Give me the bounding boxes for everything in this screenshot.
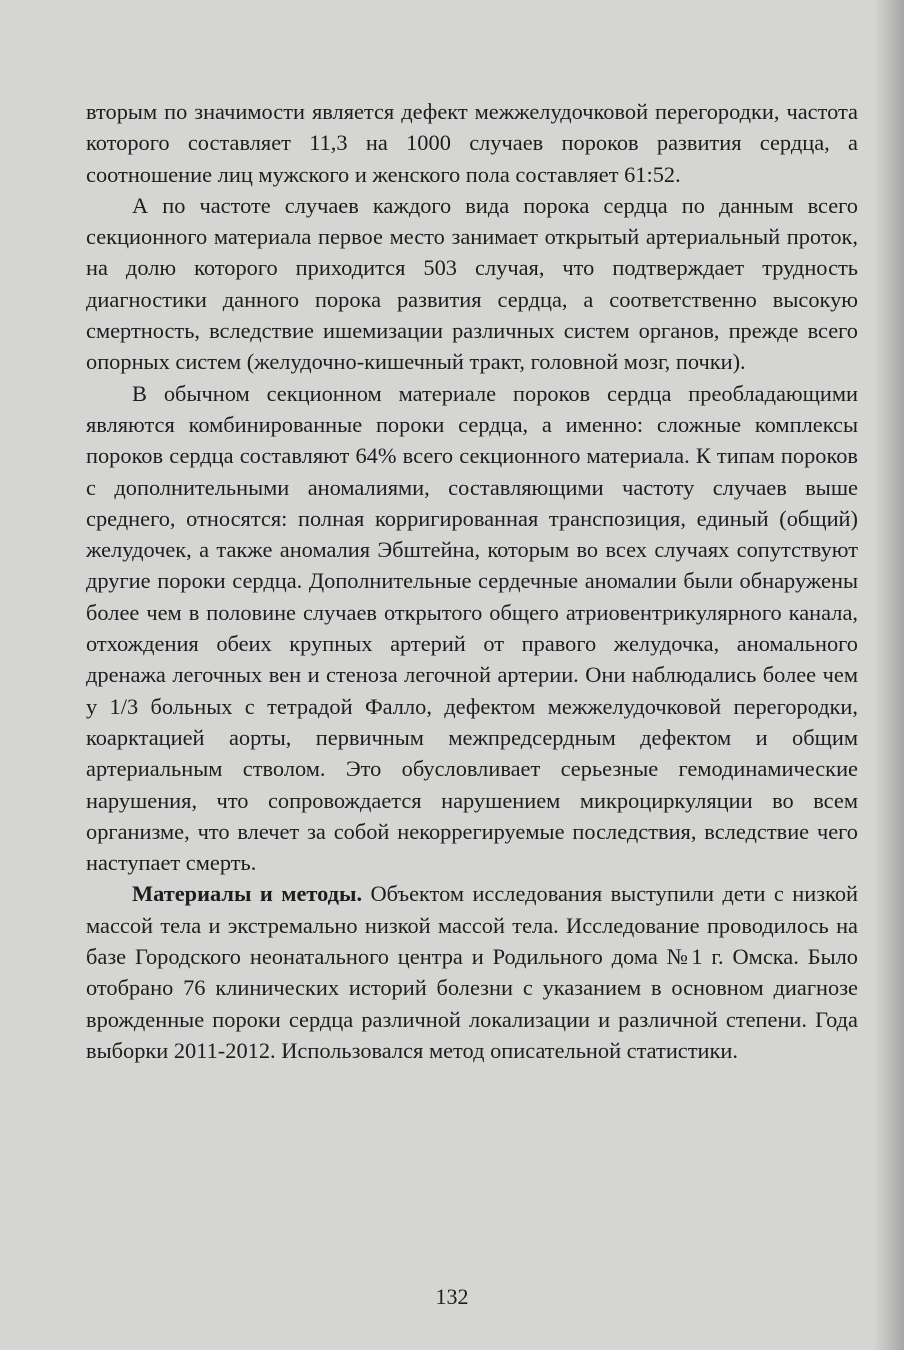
section-heading-inline: Материалы и методы.	[132, 881, 363, 907]
page-edge-shadow	[874, 0, 904, 1350]
paragraph-combined-defects: В обычном секционном материале пороков сердца преобладающими являются комбинированные пороки сердца, а именно: сложные комплексы пороков сердца составляют 64% всего секционного материала. К типам пороков с дополнительными аномалиями, составляющими частоту случаев выше среднего, относятся: полная корригированная транспозиция, единый (общий) желудочек, а также аномалия Эбштейна, которым во всех случаях сопутствуют другие пороки сердца. Дополнительные сердечные аномалии были обнаружены более чем в половине случаев открытого общего атриовентрикулярного канала, отхождения обеих крупных артерий от правого желудочка, аномального дренажа легочных вен и стеноза легочной артерии. Они наблюдались более чем у 1/3 больных с тетрадой Фалло, дефектом межжелудочковой перегородки, коарктацией аорты, первичным межпредсердным дефектом и общим артериальным стволом. Это обусловливает серьезные гемодинамические нарушения, что сопровождается нарушением микроциркуляции во всем организме, что влечет за собой некоррегируемые последствия, вследствие чего наступает смерть.	[86, 380, 858, 876]
paragraph-open-duct: А по частоте случаев каждого вида порока сердца по данным всего секционного материала первое место занимает открытый артериальный проток, на долю которого приходится 503 случая, что подтверждает трудность диагностики данного порока развития сердца, а соответственно высокую смертность, вследствие ишемизации различных систем органов, прежде всего опорных систем (желудочно-кишечный тракт, головной мозг, почки).	[86, 192, 858, 375]
page-number: 132	[435, 1284, 469, 1309]
paragraph-continued: вторым по значимости является дефект межжелудочковой перегородки, частота которого составляет 11,3 на 1000 случаев пороков развития сердца, а соотношение лиц мужского и женского пола составляет 61:52.	[86, 99, 858, 187]
body-text	[86, 96, 858, 1066]
paragraph-materials-text: Объектом исследования выступили дети с низкой массой тела и экстремально низкой массой тела. Исследование проводилось на базе Городского неонатального центра и Родильного дома №1 г. Омска. Было отобрано 76 клинических историй болезни с указанием в основном диагнозе врожденные пороки сердца различной локализации и различной степени. Года выборки 2011-2012. Использовался метод описательной статистики.	[86, 881, 859, 1063]
paragraph-materials-methods	[86, 878, 858, 1066]
